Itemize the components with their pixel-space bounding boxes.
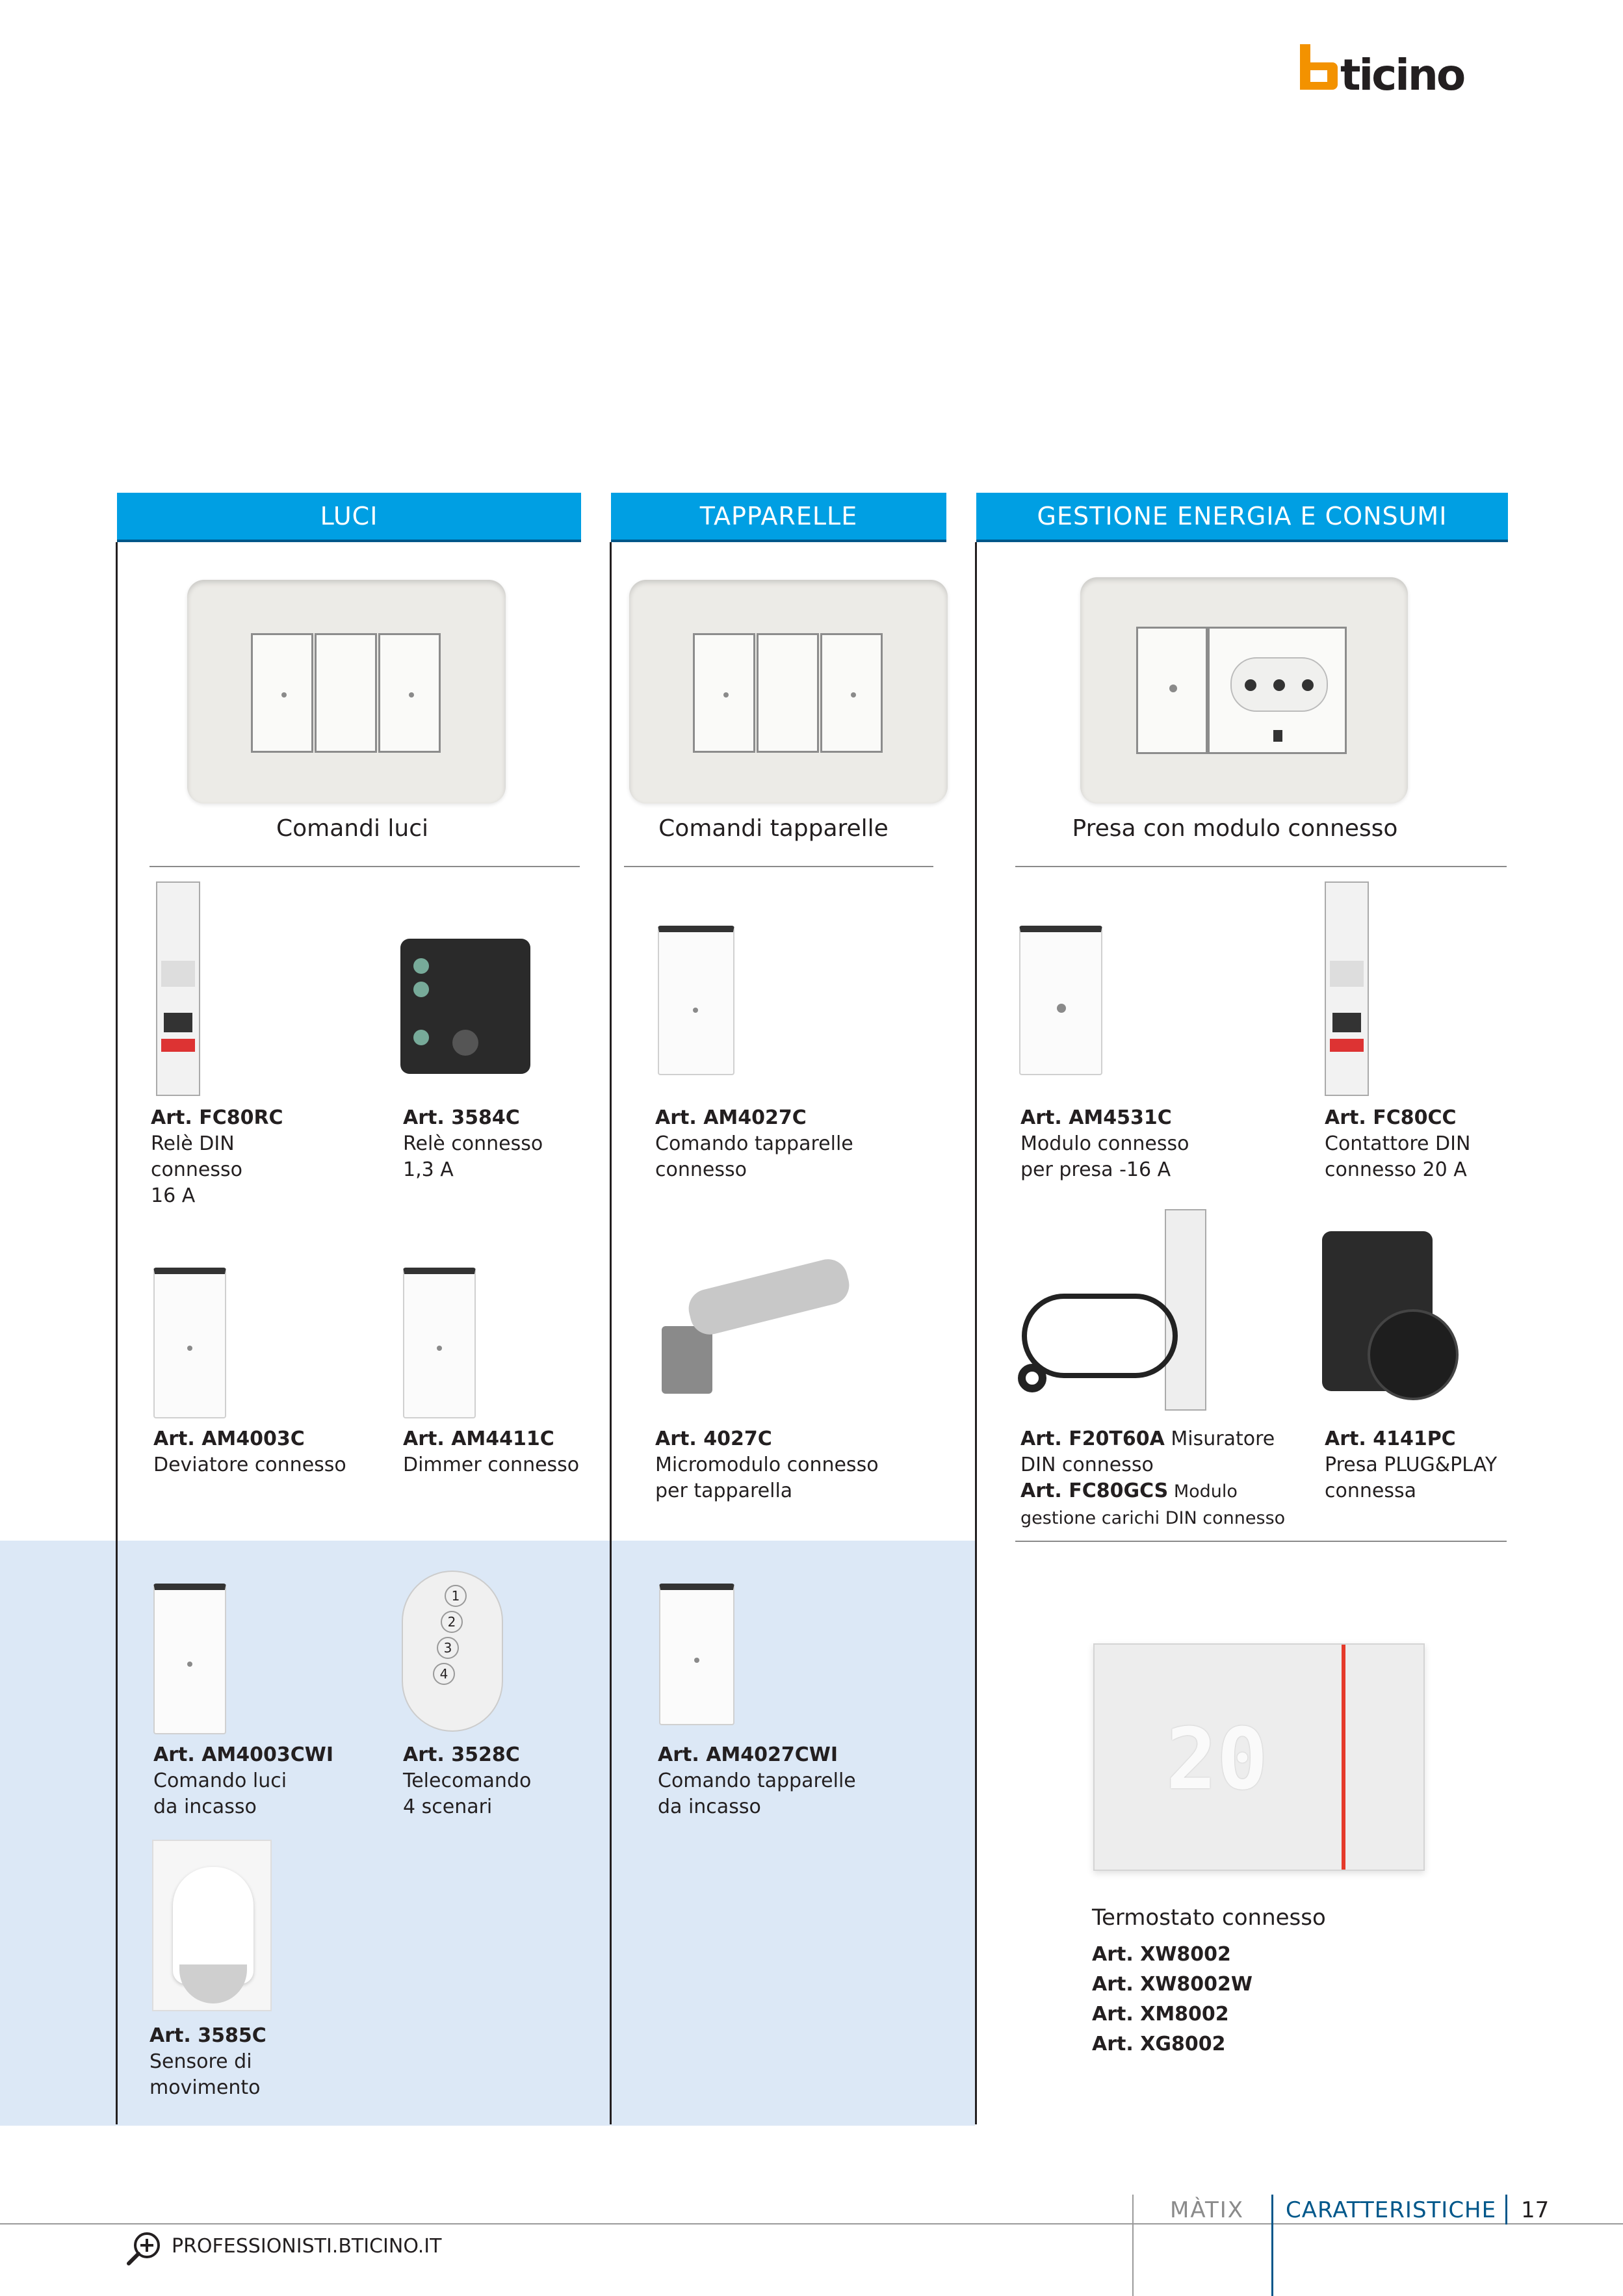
relay-module-image xyxy=(400,939,530,1074)
footer-divider xyxy=(1505,2195,1507,2224)
column-divider xyxy=(116,542,118,2124)
caption-comandi-luci: Comandi luci xyxy=(276,815,429,842)
am4027c-image xyxy=(658,926,734,1075)
art-fc80cc: Art. FC80CC Contattore DIN connesso 20 A xyxy=(1325,1106,1471,1181)
plug-play-image xyxy=(1322,1231,1459,1420)
column-divider xyxy=(610,542,612,2124)
plate-tapparelle-image xyxy=(629,580,948,803)
header-energia: GESTIONE ENERGIA E CONSUMI xyxy=(976,493,1508,542)
art-4141pc: Art. 4141PC Presa PLUG&PLAY connessa xyxy=(1325,1428,1498,1502)
am4531c-image xyxy=(1019,926,1102,1075)
header-luci: LUCI xyxy=(117,493,581,542)
thermostat-codes: Art. XW8002 Art. XW8002W Art. XM8002 Art. XG8002 xyxy=(1092,1943,1253,2055)
caption-presa: Presa con modulo connesso xyxy=(1072,815,1398,842)
footer-page-number: 17 xyxy=(1521,2197,1550,2223)
svg-text:ticino: ticino xyxy=(1340,50,1464,95)
am4411c-image xyxy=(403,1268,476,1418)
remote-button: 1 xyxy=(445,1585,467,1607)
bticino-logo xyxy=(1300,44,1512,95)
thermostat-display: 20 xyxy=(1166,1710,1268,1808)
remote-button: 3 xyxy=(437,1637,459,1659)
am4003c-image xyxy=(153,1268,226,1418)
art-am4003c: Art. AM4003C Deviatore connesso xyxy=(153,1428,346,1476)
art-am4027c: Art. AM4027C Comando tapparelle connesso xyxy=(655,1106,853,1181)
art-3584c: Art. 3584C Relè connesso 1,3 A xyxy=(403,1106,543,1181)
footer-section: CARATTERISTICHE xyxy=(1286,2197,1497,2223)
header-tapparelle: TAPPARELLE xyxy=(611,493,946,542)
micromodule-image xyxy=(662,1255,857,1394)
art-am4003cwi: Art. AM4003CWI Comando luci da incasso xyxy=(153,1743,334,1818)
remote-button: 4 xyxy=(433,1663,455,1685)
remote-image xyxy=(402,1571,503,1732)
footer-series: MÀTIX xyxy=(1170,2197,1245,2223)
separator xyxy=(1015,1541,1507,1542)
footer-divider xyxy=(1271,2195,1273,2296)
plate-luci-image xyxy=(187,580,506,803)
din-contactor-image xyxy=(1325,881,1369,1096)
thermostat-image xyxy=(1093,1643,1425,1871)
footer-divider xyxy=(1132,2195,1134,2296)
art-fc80rc: Art. FC80RC Relè DIN connesso 16 A xyxy=(151,1106,283,1207)
remote-button: 2 xyxy=(441,1611,463,1633)
art-am4531c: Art. AM4531C Modulo connesso per presa -16 A xyxy=(1020,1106,1189,1181)
din-relay-image xyxy=(156,881,200,1096)
art-am4027cwi: Art. AM4027CWI Comando tapparelle da incasso xyxy=(658,1743,856,1818)
plate-presa-image xyxy=(1080,577,1408,803)
thermostat-title: Termostato connesso xyxy=(1092,1905,1326,1931)
art-3585c: Art. 3585C Sensore di movimento xyxy=(149,2024,266,2099)
meter-image xyxy=(1015,1209,1210,1415)
art-3528c: Art. 3528C Telecomando 4 scenari xyxy=(403,1743,532,1818)
column-divider xyxy=(975,542,977,2124)
footer-line xyxy=(0,2223,1623,2224)
footer-website-link[interactable]: PROFESSIONISTI.BTICINO.IT xyxy=(172,2235,442,2258)
motion-sensor-image xyxy=(152,1840,272,2011)
separator xyxy=(149,866,580,867)
art-f20t60a: Art. F20T60A Misuratore DIN connesso Art. FC80GCS Modulo gestione carichi DIN connesso xyxy=(1020,1428,1286,1528)
am4003cwi-image xyxy=(153,1584,226,1734)
art-am4411c: Art. AM4411C Dimmer connesso xyxy=(403,1428,580,1476)
magnifier-plus-icon xyxy=(126,2230,162,2266)
caption-comandi-tapparelle: Comandi tapparelle xyxy=(658,815,889,842)
separator xyxy=(624,866,933,867)
brand-text xyxy=(0,0,1,1)
am4027cwi-image xyxy=(659,1584,734,1725)
art-4027c: Art. 4027C Micromodulo connesso per tapparella xyxy=(655,1428,879,1502)
separator xyxy=(1015,866,1507,867)
